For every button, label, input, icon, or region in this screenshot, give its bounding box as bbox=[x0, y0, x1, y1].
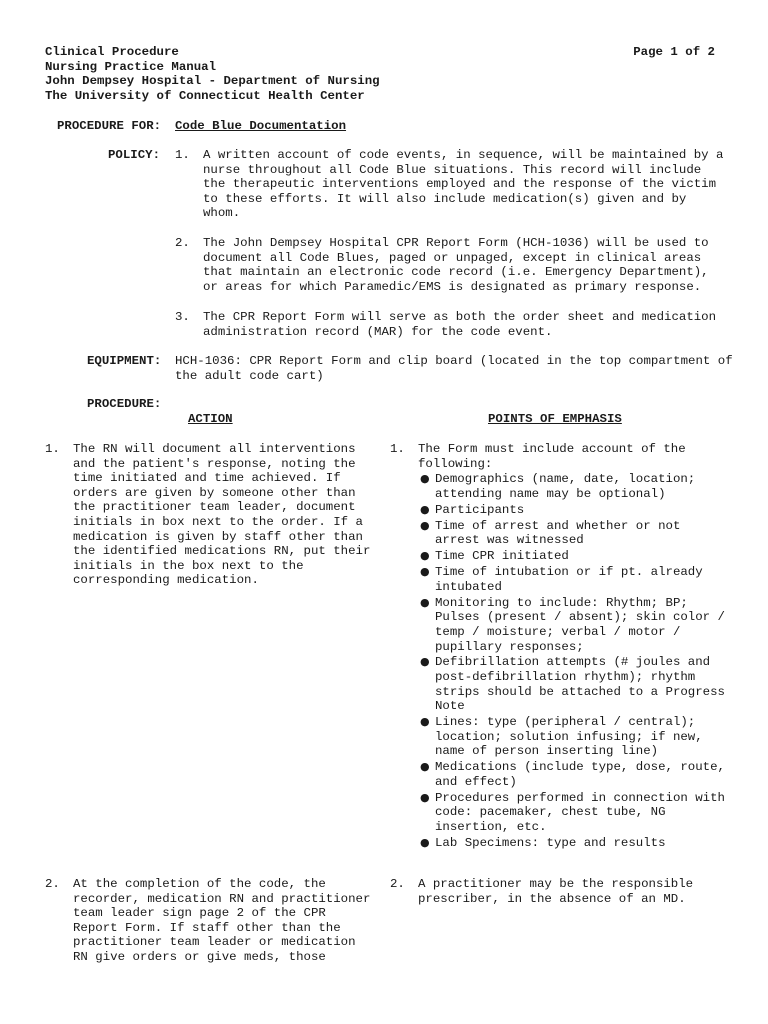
policy-item-text: The CPR Report Form will serve as both the order sheet and medication administration record (MAR) for the code event. bbox=[203, 310, 717, 339]
bullet-item bbox=[418, 472, 730, 501]
bullet-text: Medications (include type, dose, route, and effect) bbox=[435, 760, 725, 789]
step-1-emphasis bbox=[390, 442, 730, 850]
page-number: Page 1 of 2 bbox=[633, 45, 715, 59]
policy-label: POLICY: bbox=[108, 148, 161, 162]
bullet-item bbox=[418, 549, 730, 564]
equipment-text: HCH-1036: CPR Report Form and clip board (located in the top compartment of the adult code cart) bbox=[175, 354, 733, 383]
bullet-text: Monitoring to include: Rhythm; BP; Pulses (present / absent); skin color / temp / moisture; verbal / motor / pupillary responses; bbox=[435, 595, 725, 654]
bullet-item bbox=[418, 503, 730, 518]
policy-item-1 bbox=[175, 148, 725, 221]
document-header bbox=[45, 45, 380, 103]
procedure-title: Code Blue Documentation bbox=[175, 119, 347, 133]
bullet-item bbox=[418, 836, 730, 851]
bullet-text: Procedures performed in connection with code: pacemaker, chest tube, NG insertion, etc. bbox=[435, 790, 725, 834]
policy-item-number: 2. bbox=[175, 236, 190, 250]
policy-item-number: 3. bbox=[175, 310, 190, 324]
emphasis-column-header: POINTS OF EMPHASIS bbox=[488, 412, 622, 426]
bullet-icon: ● bbox=[420, 565, 430, 579]
header-line-4: The University of Connecticut Health Center bbox=[45, 88, 365, 103]
bullet-icon: ● bbox=[420, 715, 430, 729]
step-number: 1. bbox=[45, 442, 60, 456]
policy-item-3 bbox=[175, 310, 725, 339]
procedure-for-label: PROCEDURE FOR: bbox=[57, 119, 162, 133]
bullet-text: Defibrillation attempts (# joules and post-defibrillation rhythm); rhythm strips should be attached to a Progress Note bbox=[435, 655, 725, 714]
bullet-item bbox=[418, 519, 730, 548]
bullet-text: Participants bbox=[435, 502, 525, 517]
bullet-text: Lines: type (peripheral / central); location; solution infusing; if new, name of person inserting line) bbox=[435, 715, 703, 759]
bullet-item bbox=[418, 596, 730, 654]
bullet-icon: ● bbox=[420, 595, 430, 609]
bullet-icon: ● bbox=[420, 790, 430, 804]
step-2-action bbox=[45, 877, 375, 965]
bullet-item bbox=[418, 791, 730, 835]
emphasis-bullet-list bbox=[418, 472, 730, 850]
bullet-icon: ● bbox=[420, 655, 430, 669]
bullet-text: Time CPR initiated bbox=[435, 549, 569, 564]
header-line-3: John Dempsey Hospital - Department of Nursing bbox=[45, 74, 380, 89]
bullet-item bbox=[418, 565, 730, 594]
bullet-item bbox=[418, 655, 730, 713]
bullet-icon: ● bbox=[420, 835, 430, 849]
bullet-icon: ● bbox=[420, 472, 430, 486]
bullet-text: Lab Specimens: type and results bbox=[435, 835, 666, 850]
header-line-1: Clinical Procedure bbox=[45, 45, 179, 59]
action-column-header: ACTION bbox=[188, 412, 233, 426]
emphasis-text: A practitioner may be the responsible prescriber, in the absence of an MD. bbox=[418, 877, 694, 906]
bullet-item bbox=[418, 715, 730, 759]
step-2-emphasis bbox=[390, 877, 730, 906]
emphasis-number: 1. bbox=[390, 442, 405, 456]
bullet-icon: ● bbox=[420, 760, 430, 774]
bullet-item bbox=[418, 760, 730, 789]
policy-item-text: A written account of code events, in sequence, will be maintained by a nurse throughout all Code Blue situations. This record will include the therapeutic interventions employed and the response of the victim to these efforts. It will also include medication(s) given and by whom. bbox=[203, 148, 724, 221]
emphasis-number: 2. bbox=[390, 877, 405, 891]
policy-item-2 bbox=[175, 236, 725, 294]
bullet-text: Demographics (name, date, location; attending name may be optional) bbox=[435, 472, 696, 502]
emphasis-intro: The Form must include account of the following: bbox=[418, 442, 686, 471]
bullet-text: Time of arrest and whether or not arrest was witnessed bbox=[435, 518, 681, 548]
procedure-label: PROCEDURE: bbox=[87, 397, 162, 411]
step-action-text: The RN will document all interventions and the patient's response, noting the time initiated and time achieved. If orders are given by someone other than the practitioner team leader, document initials in box next to the order. If a medication is given by staff other than the identified medications RN, put their initials in the box next to the corresponding medication. bbox=[73, 442, 371, 588]
bullet-text: Time of intubation or if pt. already intubated bbox=[435, 565, 703, 594]
step-1-action bbox=[45, 442, 375, 588]
bullet-icon: ● bbox=[420, 502, 430, 516]
policy-item-number: 1. bbox=[175, 148, 190, 162]
step-number: 2. bbox=[45, 877, 60, 891]
bullet-icon: ● bbox=[420, 518, 430, 532]
equipment-label: EQUIPMENT: bbox=[87, 354, 162, 368]
step-action-text: At the completion of the code, the recorder, medication RN and practitioner team leader sign page 2 of the CPR Report Form. If staff other than the practitioner team leader or medication RN give orders or give meds, those bbox=[73, 877, 371, 964]
bullet-icon: ● bbox=[420, 549, 430, 563]
policy-item-text: The John Dempsey Hospital CPR Report Form (HCH-1036) will be used to document all Code Blues, paged or unpaged, except in clinical areas that maintain an electronic code record (i.e. Emergency Department), or areas for which Paramedic/EMS is designated as primary response. bbox=[203, 236, 709, 294]
header-line-2: Nursing Practice Manual bbox=[45, 59, 217, 74]
